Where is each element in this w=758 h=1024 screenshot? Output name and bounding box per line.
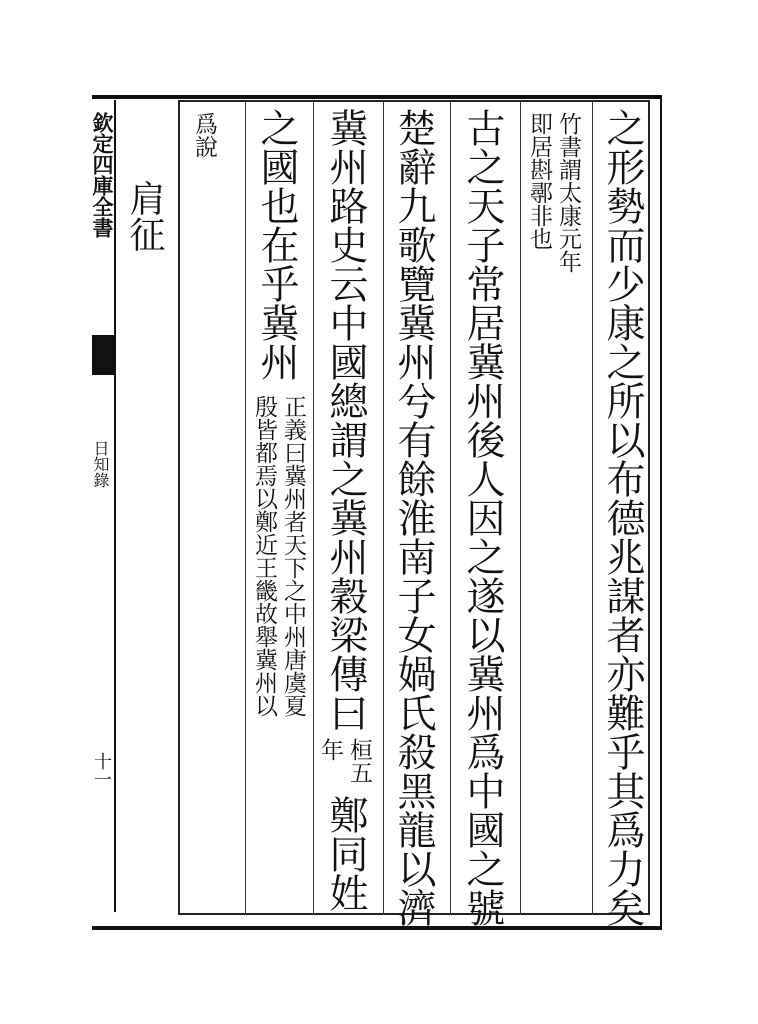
annotation-line-left: 即居斟鄩非也 (526, 112, 552, 250)
heading-column: 肩征 (124, 180, 165, 252)
text-column-6-top: 之國也在乎冀州 (254, 108, 299, 381)
spine-subtitle: 日知錄 (91, 440, 110, 488)
text-column-4: 楚辭九歌覽冀州兮有餘淮南子女媧氏殺黑龍以濟 (391, 108, 436, 927)
spine-title: 欽定四庫全書 (90, 112, 115, 238)
text-column-1: 之形勢而少康之所以布德兆謀者亦難乎其爲力矣 (600, 108, 645, 927)
annotation-column-5 (318, 738, 370, 784)
annotation-line-left: 年 (317, 738, 343, 761)
annotation-column-2 (527, 112, 579, 273)
annotation-column-6 (252, 395, 304, 717)
text-column-3: 古之天子常居冀州後人因之遂以冀州爲中國之號 (460, 108, 505, 927)
column-divider (450, 100, 451, 915)
annotation-line-right: 正義曰冀州者天下之中州唐虞夏 (280, 395, 306, 717)
column-divider (520, 100, 521, 915)
annotation-line-right: 桓五 (346, 738, 372, 784)
column-divider (313, 100, 314, 915)
annotation-line-left: 殷皆都焉以鄭近王畿故舉冀州以 (251, 395, 277, 717)
page-number: 十一 (91, 752, 112, 788)
text-column-5-bottom: 鄭同姓 (323, 795, 368, 912)
text-column-5-top: 冀州路史云中國總謂之冀州穀梁傳曰 (323, 108, 368, 732)
column-divider (592, 100, 593, 915)
column-divider (245, 100, 246, 915)
annotation-line-right: 竹書謂太康元年 (555, 112, 581, 273)
annotation-column-7: 爲說 (191, 112, 217, 158)
column-divider (383, 100, 384, 915)
